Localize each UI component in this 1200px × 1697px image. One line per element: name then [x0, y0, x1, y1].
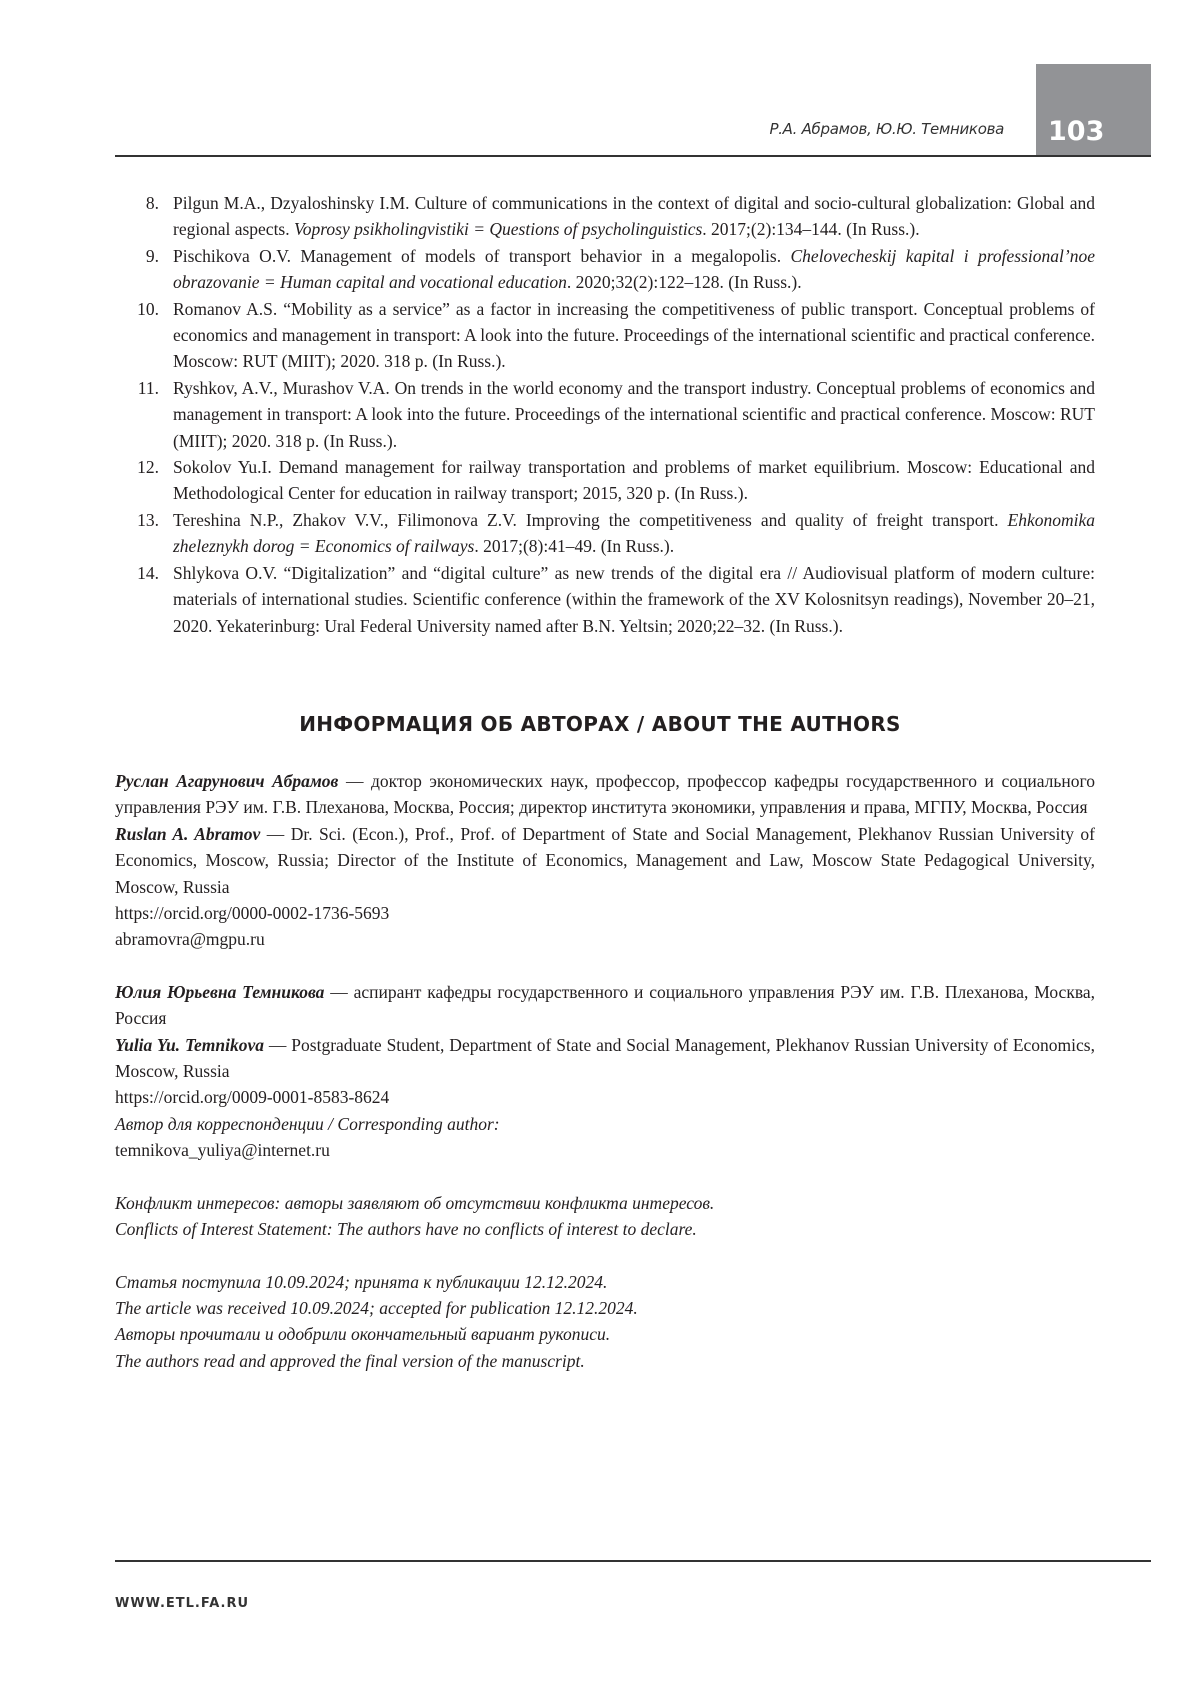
- reference-item: [115, 296, 1095, 375]
- author1-email-link[interactable]: abramovra@mgpu.ru: [115, 926, 1095, 952]
- approved-ru: Авторы прочитали и одобрили окончательный вариант рукописи.: [115, 1321, 1095, 1347]
- reference-number: 12.: [115, 454, 173, 507]
- reference-item: [115, 243, 1095, 296]
- reference-text: Shlykova O.V. “Digitalization” and “digital culture” as new trends of the digital era // Audiovisual platform of modern culture: materials of international studies. Scientific conference (within the framework of the XV Kolosnitsyn readings), November 20–21, 2020. Yekaterinburg: Ural Federal University named after B.N. Yeltsin; 2020;22–32. (In Russ.).: [173, 560, 1095, 639]
- reference-text: Pischikova O.V. Management of models of transport behavior in a megalopolis. Chelovecheskij kapital i professional’noe obrazovanie = Human capital and vocational education. 2020;32(2):122–128. (In Russ.).: [173, 243, 1095, 296]
- author2-en: Yulia Yu. Temnikova — Postgraduate Student, Department of State and Social Management, Plekhanov Russian University of Economics, Moscow, Russia: [115, 1032, 1095, 1085]
- author-info: [115, 768, 1095, 1374]
- reference-text: Pilgun M.A., Dzyaloshinsky I.M. Culture of communications in the context of digital and socio-cultural globalization: Global and regional aspects. Voprosy psikholingvistiki = Questions of psycholinguistics. 2017;(2):134–144. (In Russ.).: [173, 190, 1095, 243]
- author1-orcid-link[interactable]: https://orcid.org/0000-0002-1736-5693: [115, 900, 1095, 926]
- received-ru: Статья поступила 10.09.2024; принята к публикации 12.12.2024.: [115, 1269, 1095, 1295]
- reference-number: 9.: [115, 243, 173, 296]
- reference-number: 10.: [115, 296, 173, 375]
- reference-text: Sokolov Yu.I. Demand management for railway transportation and problems of market equilibrium. Moscow: Educational and Methodological Center for education in railway transport; 2015, 320 p. (In Russ.).: [173, 454, 1095, 507]
- reference-item: [115, 375, 1095, 454]
- page-number: 103: [1048, 116, 1104, 147]
- approved-en: The authors read and approved the final version of the manuscript.: [115, 1348, 1095, 1374]
- author2-email-link[interactable]: temnikova_yuliya@internet.ru: [115, 1137, 1095, 1163]
- reference-text: Ryshkov, A.V., Murashov V.A. On trends in the world economy and the transport industry. Conceptual problems of economics and management in transport: A look into the future. Proceedings of the international scientific and practical conference. Moscow: RUT (MIIT); 2020. 318 p. (In Russ.).: [173, 375, 1095, 454]
- reference-item: [115, 507, 1095, 560]
- reference-text: Tereshina N.P., Zhakov V.V., Filimonova Z.V. Improving the competitiveness and quality of freight transport. Ehkonomika zheleznykh dorog = Economics of railways. 2017;(8):41–49. (In Russ.).: [173, 507, 1095, 560]
- corresponding-author-label: Автор для корреспонденции / Corresponding author:: [115, 1111, 1095, 1137]
- header-rule: [115, 155, 1151, 157]
- conflict-ru: Конфликт интересов: авторы заявляют об отсутствии конфликта интересов.: [115, 1190, 1095, 1216]
- author2-ru: Юлия Юрьевна Темникова — аспирант кафедры государственного и социального управления РЭУ им. Г.В. Плеханова, Москва, Россия: [115, 979, 1095, 1032]
- reference-text: Romanov A.S. “Mobility as a service” as a factor in increasing the competitiveness of public transport. Conceptual problems of economics and management in transport: A look into the future. Proceedings of the international scientific and practical conference. Moscow: RUT (MIIT); 2020. 318 p. (In Russ.).: [173, 296, 1095, 375]
- author1-en: Ruslan A. Abramov — Dr. Sci. (Econ.), Prof., Prof. of Department of State and Social Management, Plekhanov Russian University of Economics, Moscow, Russia; Director of the Institute of Economics, Management and Law, Moscow State Pedagogical University, Moscow, Russia: [115, 821, 1095, 900]
- reference-number: 8.: [115, 190, 173, 243]
- running-header-authors: Р.А. Абрамов, Ю.Ю. Темникова: [769, 120, 1004, 138]
- footer-rule: [115, 1560, 1151, 1562]
- reference-item: [115, 190, 1095, 243]
- reference-number: 11.: [115, 375, 173, 454]
- received-en: The article was received 10.09.2024; accepted for publication 12.12.2024.: [115, 1295, 1095, 1321]
- author1-ru: Руслан Агарунович Абрамов — доктор экономических наук, профессор, профессор кафедры государственного и социального управления РЭУ им. Г.В. Плеханова, Москва, Россия; директор института экономики, управления и права, МГПУ, Москва, Россия: [115, 768, 1095, 821]
- reference-number: 13.: [115, 507, 173, 560]
- reference-item: [115, 454, 1095, 507]
- authors-heading: ИНФОРМАЦИЯ ОБ АВТОРАХ / ABOUT THE AUTHORS: [0, 712, 1200, 736]
- reference-list: [115, 190, 1095, 639]
- author2-orcid-link[interactable]: https://orcid.org/0009-0001-8583-8624: [115, 1084, 1095, 1110]
- footer-website-link[interactable]: WWW.ETL.FA.RU: [115, 1596, 249, 1611]
- reference-item: [115, 560, 1095, 639]
- reference-number: 14.: [115, 560, 173, 639]
- conflict-en: Conflicts of Interest Statement: The authors have no conflicts of interest to declare.: [115, 1216, 1095, 1242]
